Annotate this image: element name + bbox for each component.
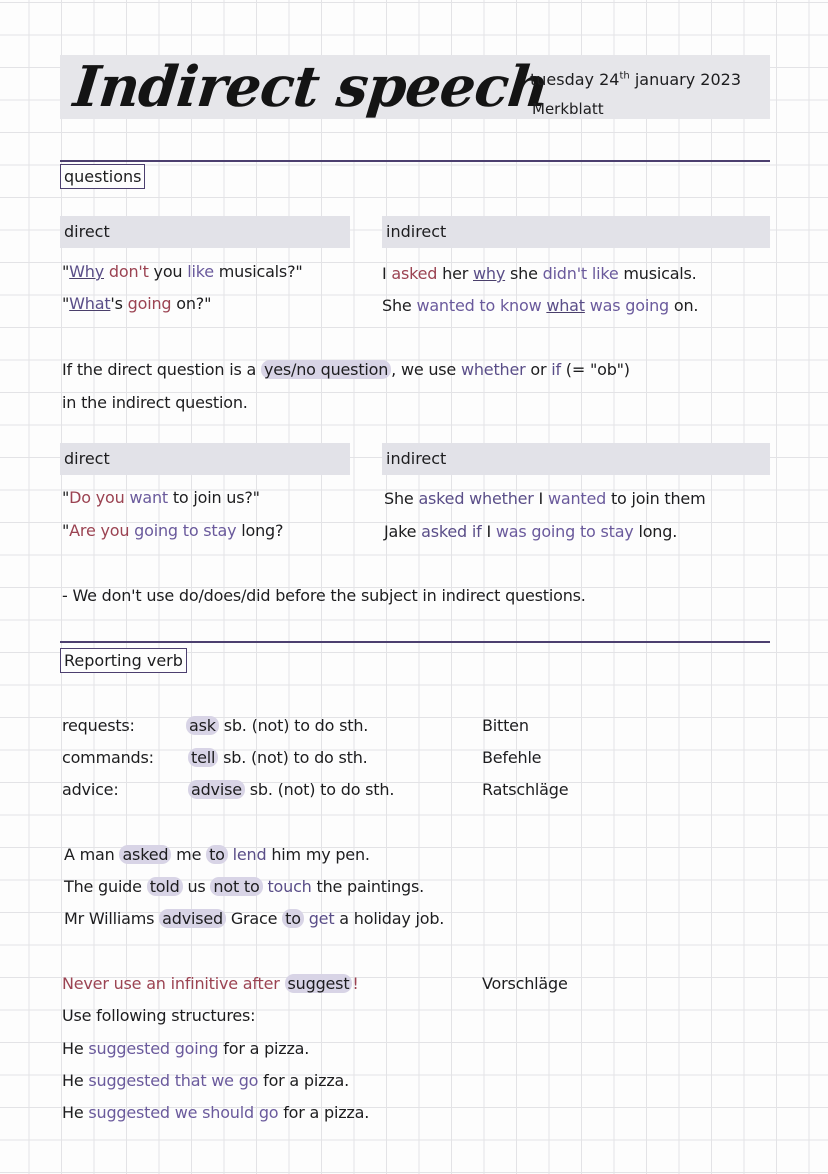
direct-heading-band: direct [60, 216, 350, 248]
rule-text-1: If the direct question is a yes/no question , we use whether or if (= "ob") [62, 360, 630, 379]
suggest-example-2: He suggested that we go for a pizza. [62, 1071, 350, 1090]
reporting-kind-requests: requests: [62, 716, 135, 735]
indirect-heading-band: indirect [382, 216, 770, 248]
reporting-example-3: Mr Williams advised Grace to get a holiday job. [64, 909, 445, 928]
suggest-german: Vorschläge [482, 974, 568, 993]
direct-example-4: "Are you going to stay long? [62, 521, 284, 540]
indirect-example-2: She wanted to know what was going on. [382, 296, 699, 315]
direct-example-1: "Why don't you like musicals?" [62, 262, 303, 281]
direct-heading-band-2: direct [60, 443, 350, 475]
page-title: Indirect speech [70, 54, 552, 120]
suggest-example-1: He suggested going for a pizza. [62, 1039, 310, 1058]
suggest-rule: Never use an infinitive after suggest ! [62, 974, 359, 993]
direct-example-2: "What's going on?" [62, 294, 212, 313]
indirect-example-3: She asked whether I wanted to join them [384, 489, 706, 508]
reporting-pattern-requests: ask sb. (not) to do sth. [186, 716, 368, 735]
section-label-questions: questions [60, 164, 145, 189]
reporting-example-2: The guide told us not to touch the paintings. [64, 877, 425, 896]
rule-text-2: in the indirect question. [62, 393, 248, 412]
section-label-reporting: Reporting verb [60, 648, 187, 673]
date: tuesday 24th january 2023 [530, 70, 742, 89]
direct-example-3: "Do you want to join us?" [62, 488, 260, 507]
indirect-example-4: Jake asked if I was going to stay long. [384, 522, 678, 541]
suggest-intro: Use following structures: [62, 1006, 256, 1025]
reporting-pattern-commands: tell sb. (not) to do sth. [188, 748, 368, 767]
reporting-german-requests: Bitten [482, 716, 529, 735]
reporting-german-advice: Ratschläge [482, 780, 569, 799]
reporting-kind-commands: commands: [62, 748, 154, 767]
indirect-heading-band-2: indirect [382, 443, 770, 475]
indirect-example-1: I asked her why she didn't like musicals. [382, 264, 697, 283]
section-divider [60, 160, 770, 162]
reporting-example-1: A man asked me to lend him my pen. [64, 845, 370, 864]
note-text: - We don't use do/does/did before the subject in indirect questions. [62, 586, 586, 605]
subtitle: Merkblatt [532, 100, 604, 118]
suggest-example-3: He suggested we should go for a pizza. [62, 1103, 370, 1122]
reporting-pattern-advice: advise sb. (not) to do sth. [188, 780, 394, 799]
reporting-kind-advice: advice: [62, 780, 119, 799]
reporting-german-commands: Befehle [482, 748, 542, 767]
section-divider-2 [60, 641, 770, 643]
